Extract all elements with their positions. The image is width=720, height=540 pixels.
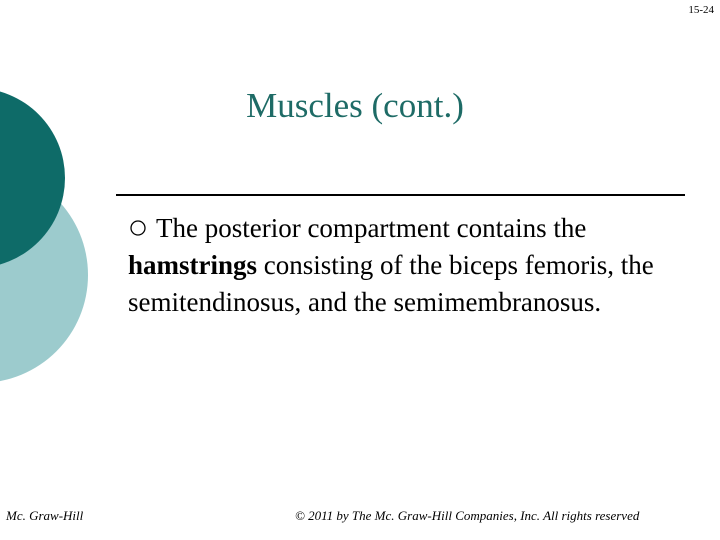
body-text-start: The posterior compartment contains the (156, 213, 587, 243)
slide-title: Muscles (cont.) (246, 86, 464, 125)
body-bold-term: hamstrings (128, 250, 258, 280)
footer-copyright: © 2011 by The Mc. Graw-Hill Companies, Inc. All rights reserved (295, 508, 640, 523)
body-text-end: consisting of the biceps femoris, the semitendinosus, and the semimembranosus. (128, 250, 654, 317)
footer-publisher: Mc. Graw-Hill (6, 508, 84, 523)
slide-number: 15-24 (688, 4, 714, 16)
slide-body-text (128, 210, 688, 321)
decorative-circles (0, 0, 110, 420)
title-divider (116, 194, 685, 196)
hollow-circle-bullet-icon (128, 217, 148, 237)
